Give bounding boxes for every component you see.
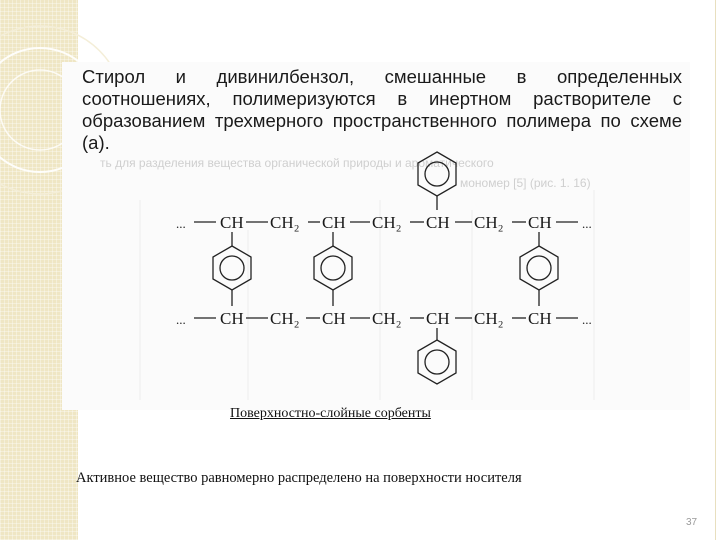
chain-group: CH₂	[474, 213, 504, 232]
chain-group: CH₂	[474, 309, 504, 328]
chain-group: CH	[426, 309, 450, 328]
chain-group: CH₂	[270, 309, 300, 328]
chain-group: CH	[528, 213, 552, 232]
bleed-through-text: ть для разделения вещества органической природы и ароматического	[100, 156, 494, 170]
chain-dots: ...	[176, 312, 186, 327]
chain-group: CH	[220, 309, 244, 328]
section-caption: Поверхностно-слойные сорбенты	[230, 406, 431, 421]
chain-group: CH	[322, 309, 346, 328]
page-number: 37	[686, 517, 698, 528]
chain-group: CH	[528, 309, 552, 328]
chain-group: CH	[426, 213, 450, 232]
chain-dots: ...	[176, 216, 186, 231]
body-text: Активное вещество равномерно распределено на поверхности носителя	[76, 470, 522, 486]
chain-group: CH₂	[270, 213, 300, 232]
chain-dots: ...	[582, 216, 592, 231]
chain-group: CH₂	[372, 213, 402, 232]
chain-group: CH	[220, 213, 244, 232]
chain-dots: ...	[582, 312, 592, 327]
chain-group: CH₂	[372, 309, 402, 328]
chain-group: CH	[322, 213, 346, 232]
scan-paragraph: Стирол и дивинилбензол, смешанные в определенных соотношениях, полимеризуются в инертном растворителе с образованием трехмерного пространственного полимера по схеме (а).	[82, 66, 682, 153]
bleed-through-text: мономер [5] (рис. 1. 16)	[460, 176, 591, 190]
